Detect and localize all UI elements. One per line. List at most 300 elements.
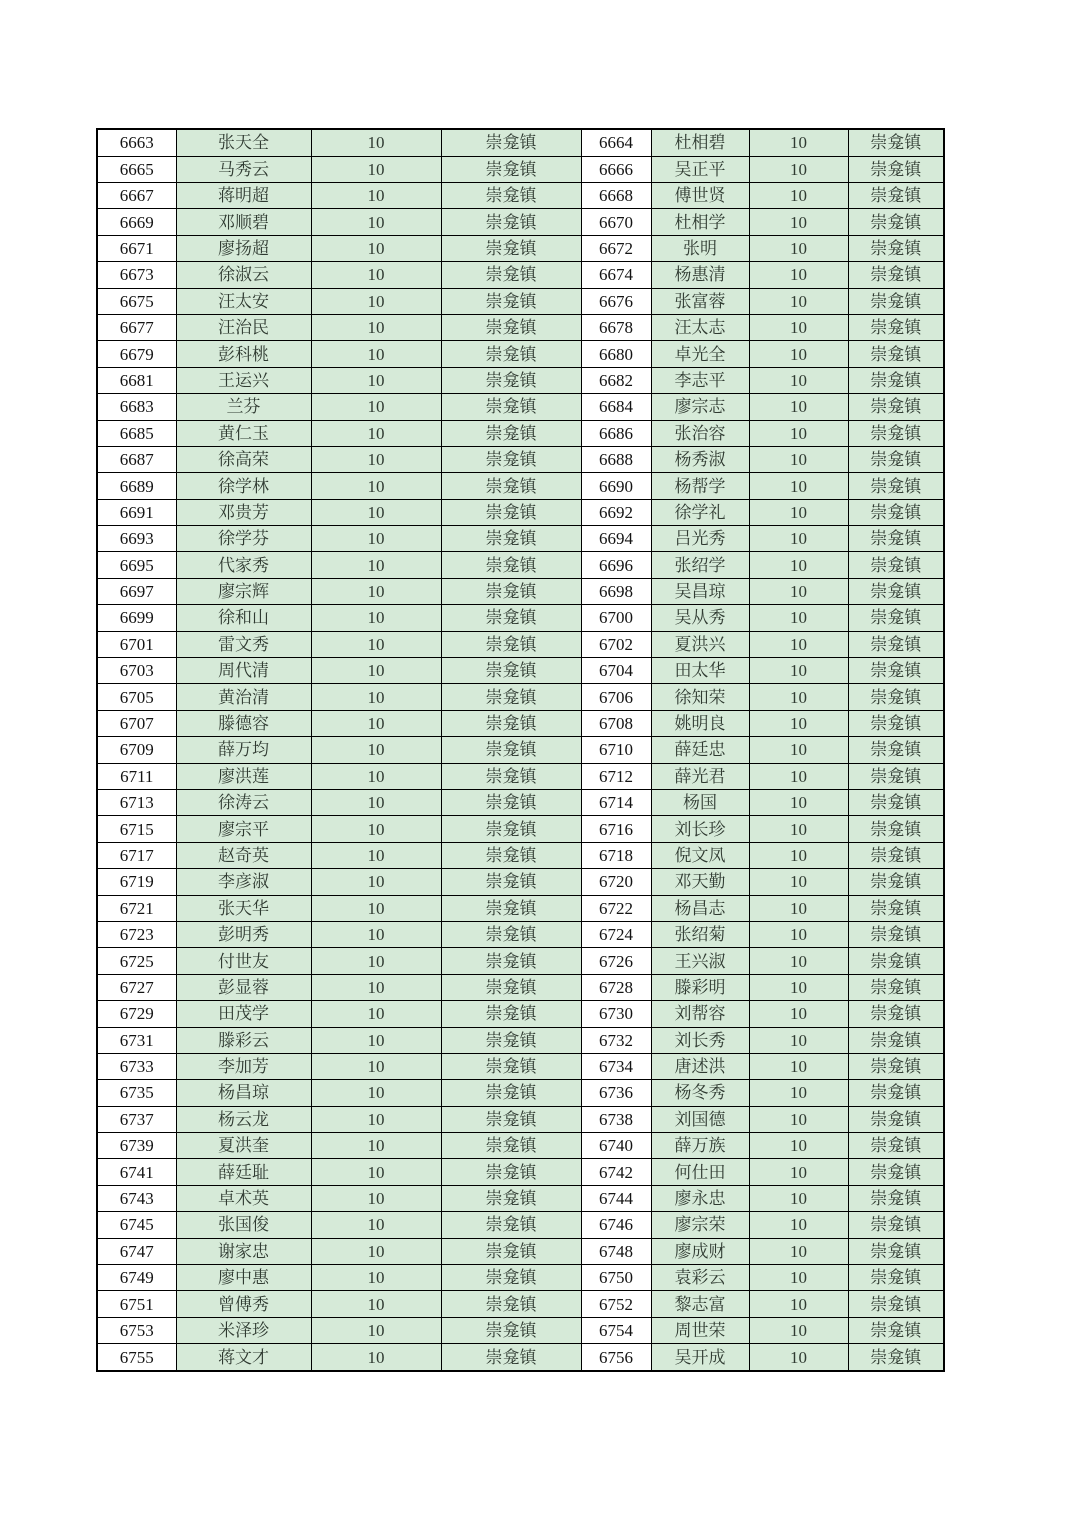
name-cell: 蒋明超 [176,183,311,209]
town-cell: 崇龛镇 [441,816,581,842]
town-cell: 崇龛镇 [848,1133,944,1159]
amount-cell: 10 [311,605,441,631]
table-row [97,684,944,710]
amount-cell: 10 [749,129,848,156]
table-row [97,314,944,340]
name-cell: 吴正平 [651,156,749,182]
table-row [97,499,944,525]
name-cell: 马秀云 [176,156,311,182]
town-cell: 崇龛镇 [848,394,944,420]
table-row [97,1185,944,1211]
serial-cell: 6741 [97,1159,176,1185]
serial-cell: 6666 [581,156,651,182]
table-row [97,235,944,261]
amount-cell: 10 [749,1317,848,1343]
amount-cell: 10 [749,1159,848,1185]
amount-cell: 10 [749,552,848,578]
serial-cell: 6687 [97,446,176,472]
name-cell: 杜相碧 [651,129,749,156]
name-cell: 王兴淑 [651,948,749,974]
amount-cell: 10 [749,1291,848,1317]
name-cell: 杨昌琼 [176,1080,311,1106]
amount-cell: 10 [749,341,848,367]
amount-cell: 10 [311,262,441,288]
town-cell: 崇龛镇 [441,262,581,288]
serial-cell: 6748 [581,1238,651,1264]
serial-cell: 6746 [581,1212,651,1238]
serial-cell: 6697 [97,578,176,604]
name-cell: 汪太安 [176,288,311,314]
table-row [97,552,944,578]
town-cell: 崇龛镇 [848,1238,944,1264]
amount-cell: 10 [749,288,848,314]
town-cell: 崇龛镇 [848,1344,944,1371]
name-cell: 卓术英 [176,1185,311,1211]
town-cell: 崇龛镇 [848,1027,944,1053]
amount-cell: 10 [311,790,441,816]
town-cell: 崇龛镇 [441,129,581,156]
table-row [97,394,944,420]
serial-cell: 6727 [97,974,176,1000]
amount-cell: 10 [311,921,441,947]
name-cell: 刘长珍 [651,816,749,842]
serial-cell: 6681 [97,367,176,393]
roster-sheet [96,128,943,1372]
town-cell: 崇龛镇 [441,367,581,393]
town-cell: 崇龛镇 [441,684,581,710]
town-cell: 崇龛镇 [848,816,944,842]
serial-cell: 6664 [581,129,651,156]
town-cell: 崇龛镇 [441,974,581,1000]
amount-cell: 10 [311,1185,441,1211]
town-cell: 崇龛镇 [848,948,944,974]
amount-cell: 10 [311,156,441,182]
name-cell: 廖洪莲 [176,763,311,789]
name-cell: 蒋文才 [176,1344,311,1371]
name-cell: 李志平 [651,367,749,393]
town-cell: 崇龛镇 [441,235,581,261]
table-row [97,341,944,367]
serial-cell: 6720 [581,869,651,895]
table-row [97,816,944,842]
table-row [97,658,944,684]
town-cell: 崇龛镇 [441,446,581,472]
table-row [97,1238,944,1264]
serial-cell: 6747 [97,1238,176,1264]
table-row [97,367,944,393]
town-cell: 崇龛镇 [848,763,944,789]
town-cell: 崇龛镇 [848,605,944,631]
name-cell: 徐学芬 [176,526,311,552]
table-row [97,526,944,552]
serial-cell: 6732 [581,1027,651,1053]
name-cell: 邓天勤 [651,869,749,895]
town-cell: 崇龛镇 [848,262,944,288]
serial-cell: 6672 [581,235,651,261]
name-cell: 刘帮容 [651,1001,749,1027]
name-cell: 周世荣 [651,1317,749,1343]
name-cell: 杨云龙 [176,1106,311,1132]
amount-cell: 10 [749,235,848,261]
table-row [97,262,944,288]
serial-cell: 6685 [97,420,176,446]
amount-cell: 10 [311,631,441,657]
amount-cell: 10 [311,684,441,710]
serial-cell: 6743 [97,1185,176,1211]
amount-cell: 10 [749,1212,848,1238]
name-cell: 徐学林 [176,473,311,499]
table-row [97,710,944,736]
town-cell: 崇龛镇 [441,948,581,974]
amount-cell: 10 [749,420,848,446]
town-cell: 崇龛镇 [848,1080,944,1106]
serial-cell: 6744 [581,1185,651,1211]
serial-cell: 6673 [97,262,176,288]
amount-cell: 10 [311,710,441,736]
amount-cell: 10 [749,156,848,182]
table-row [97,605,944,631]
amount-cell: 10 [749,1106,848,1132]
name-cell: 王运兴 [176,367,311,393]
serial-cell: 6722 [581,895,651,921]
serial-cell: 6719 [97,869,176,895]
amount-cell: 10 [749,526,848,552]
serial-cell: 6740 [581,1133,651,1159]
serial-cell: 6679 [97,341,176,367]
amount-cell: 10 [311,209,441,235]
amount-cell: 10 [749,895,848,921]
table-row [97,948,944,974]
name-cell: 唐述洪 [651,1053,749,1079]
town-cell: 崇龛镇 [441,1133,581,1159]
name-cell: 何仕田 [651,1159,749,1185]
amount-cell: 10 [311,552,441,578]
town-cell: 崇龛镇 [848,288,944,314]
name-cell: 周代清 [176,658,311,684]
town-cell: 崇龛镇 [441,1291,581,1317]
serial-cell: 6698 [581,578,651,604]
amount-cell: 10 [749,763,848,789]
amount-cell: 10 [749,948,848,974]
serial-cell: 6756 [581,1344,651,1371]
serial-cell: 6753 [97,1317,176,1343]
amount-cell: 10 [749,209,848,235]
name-cell: 廖扬超 [176,235,311,261]
table-row [97,578,944,604]
serial-cell: 6699 [97,605,176,631]
name-cell: 张天华 [176,895,311,921]
town-cell: 崇龛镇 [848,1001,944,1027]
serial-cell: 6737 [97,1106,176,1132]
town-cell: 崇龛镇 [441,183,581,209]
town-cell: 崇龛镇 [441,1106,581,1132]
amount-cell: 10 [311,1159,441,1185]
name-cell: 刘长秀 [651,1027,749,1053]
town-cell: 崇龛镇 [848,578,944,604]
table-row [97,763,944,789]
amount-cell: 10 [749,631,848,657]
name-cell: 代家秀 [176,552,311,578]
town-cell: 崇龛镇 [441,1185,581,1211]
town-cell: 崇龛镇 [848,895,944,921]
table-row [97,1291,944,1317]
amount-cell: 10 [311,314,441,340]
amount-cell: 10 [749,1185,848,1211]
name-cell: 姚明良 [651,710,749,736]
name-cell: 袁彩云 [651,1265,749,1291]
name-cell: 廖中惠 [176,1265,311,1291]
town-cell: 崇龛镇 [848,420,944,446]
serial-cell: 6663 [97,129,176,156]
name-cell: 田茂学 [176,1001,311,1027]
town-cell: 崇龛镇 [848,869,944,895]
name-cell: 曾傅秀 [176,1291,311,1317]
name-cell: 彭明秀 [176,921,311,947]
amount-cell: 10 [311,341,441,367]
name-cell: 张治容 [651,420,749,446]
amount-cell: 10 [311,129,441,156]
serial-cell: 6725 [97,948,176,974]
serial-cell: 6691 [97,499,176,525]
amount-cell: 10 [311,1317,441,1343]
table-row [97,869,944,895]
serial-cell: 6692 [581,499,651,525]
town-cell: 崇龛镇 [848,710,944,736]
serial-cell: 6708 [581,710,651,736]
serial-cell: 6671 [97,235,176,261]
name-cell: 廖永忠 [651,1185,749,1211]
serial-cell: 6729 [97,1001,176,1027]
amount-cell: 10 [311,1080,441,1106]
amount-cell: 10 [749,578,848,604]
table-row [97,842,944,868]
name-cell: 汪太志 [651,314,749,340]
table-row [97,446,944,472]
serial-cell: 6682 [581,367,651,393]
name-cell: 徐和山 [176,605,311,631]
town-cell: 崇龛镇 [441,209,581,235]
serial-cell: 6713 [97,790,176,816]
town-cell: 崇龛镇 [441,1027,581,1053]
table-row [97,129,944,156]
serial-cell: 6689 [97,473,176,499]
amount-cell: 10 [749,1265,848,1291]
amount-cell: 10 [749,1080,848,1106]
town-cell: 崇龛镇 [441,420,581,446]
amount-cell: 10 [311,1344,441,1371]
name-cell: 赵奇英 [176,842,311,868]
serial-cell: 6751 [97,1291,176,1317]
amount-cell: 10 [749,183,848,209]
name-cell: 薛万族 [651,1133,749,1159]
name-cell: 张绍学 [651,552,749,578]
amount-cell: 10 [311,235,441,261]
name-cell: 兰芬 [176,394,311,420]
town-cell: 崇龛镇 [441,790,581,816]
amount-cell: 10 [311,1001,441,1027]
serial-cell: 6750 [581,1265,651,1291]
serial-cell: 6684 [581,394,651,420]
serial-cell: 6728 [581,974,651,1000]
name-cell: 杨秀淑 [651,446,749,472]
town-cell: 崇龛镇 [441,1053,581,1079]
table-row [97,209,944,235]
town-cell: 崇龛镇 [848,367,944,393]
town-cell: 崇龛镇 [848,341,944,367]
serial-cell: 6701 [97,631,176,657]
name-cell: 张明 [651,235,749,261]
name-cell: 夏洪奎 [176,1133,311,1159]
town-cell: 崇龛镇 [848,209,944,235]
table-row [97,921,944,947]
town-cell: 崇龛镇 [848,842,944,868]
amount-cell: 10 [749,1053,848,1079]
name-cell: 米泽珍 [176,1317,311,1343]
serial-cell: 6693 [97,526,176,552]
name-cell: 薛万均 [176,737,311,763]
amount-cell: 10 [311,499,441,525]
amount-cell: 10 [311,526,441,552]
serial-cell: 6700 [581,605,651,631]
name-cell: 彭科桃 [176,341,311,367]
amount-cell: 10 [749,658,848,684]
serial-cell: 6734 [581,1053,651,1079]
serial-cell: 6715 [97,816,176,842]
amount-cell: 10 [311,895,441,921]
serial-cell: 6723 [97,921,176,947]
name-cell: 杨昌志 [651,895,749,921]
name-cell: 张富蓉 [651,288,749,314]
serial-cell: 6718 [581,842,651,868]
serial-cell: 6717 [97,842,176,868]
table-row [97,1053,944,1079]
name-cell: 汪治民 [176,314,311,340]
amount-cell: 10 [311,737,441,763]
amount-cell: 10 [311,578,441,604]
town-cell: 崇龛镇 [441,1265,581,1291]
amount-cell: 10 [311,658,441,684]
town-cell: 崇龛镇 [848,235,944,261]
name-cell: 谢家忠 [176,1238,311,1264]
serial-cell: 6677 [97,314,176,340]
serial-cell: 6755 [97,1344,176,1371]
amount-cell: 10 [749,816,848,842]
name-cell: 张天全 [176,129,311,156]
name-cell: 徐淑云 [176,262,311,288]
town-cell: 崇龛镇 [441,842,581,868]
amount-cell: 10 [311,1212,441,1238]
town-cell: 崇龛镇 [848,526,944,552]
town-cell: 崇龛镇 [441,578,581,604]
town-cell: 崇龛镇 [441,631,581,657]
town-cell: 崇龛镇 [848,737,944,763]
name-cell: 薛光君 [651,763,749,789]
amount-cell: 10 [749,790,848,816]
table-row [97,156,944,182]
town-cell: 崇龛镇 [848,1185,944,1211]
town-cell: 崇龛镇 [441,1344,581,1371]
amount-cell: 10 [749,737,848,763]
name-cell: 彭显蓉 [176,974,311,1000]
name-cell: 张绍菊 [651,921,749,947]
town-cell: 崇龛镇 [848,156,944,182]
town-cell: 崇龛镇 [441,314,581,340]
serial-cell: 6669 [97,209,176,235]
name-cell: 付世友 [176,948,311,974]
amount-cell: 10 [311,1238,441,1264]
serial-cell: 6668 [581,183,651,209]
serial-cell: 6731 [97,1027,176,1053]
amount-cell: 10 [749,869,848,895]
town-cell: 崇龛镇 [848,473,944,499]
serial-cell: 6749 [97,1265,176,1291]
name-cell: 黎志富 [651,1291,749,1317]
amount-cell: 10 [749,1238,848,1264]
table-row [97,737,944,763]
name-cell: 张国俊 [176,1212,311,1238]
town-cell: 崇龛镇 [441,605,581,631]
table-row [97,1133,944,1159]
name-cell: 吴开成 [651,1344,749,1371]
amount-cell: 10 [311,394,441,420]
serial-cell: 6736 [581,1080,651,1106]
serial-cell: 6711 [97,763,176,789]
town-cell: 崇龛镇 [441,552,581,578]
serial-cell: 6742 [581,1159,651,1185]
town-cell: 崇龛镇 [441,658,581,684]
amount-cell: 10 [749,1027,848,1053]
amount-cell: 10 [749,710,848,736]
amount-cell: 10 [311,948,441,974]
amount-cell: 10 [749,314,848,340]
serial-cell: 6688 [581,446,651,472]
name-cell: 廖宗辉 [176,578,311,604]
town-cell: 崇龛镇 [848,446,944,472]
town-cell: 崇龛镇 [848,1106,944,1132]
town-cell: 崇龛镇 [848,1317,944,1343]
name-cell: 薛廷耻 [176,1159,311,1185]
name-cell: 杨帮学 [651,473,749,499]
serial-cell: 6683 [97,394,176,420]
name-cell: 邓顺碧 [176,209,311,235]
amount-cell: 10 [311,1053,441,1079]
amount-cell: 10 [749,1001,848,1027]
name-cell: 徐知荣 [651,684,749,710]
amount-cell: 10 [749,367,848,393]
name-cell: 李加芳 [176,1053,311,1079]
table-row [97,473,944,499]
table-row [97,1106,944,1132]
town-cell: 崇龛镇 [441,288,581,314]
serial-cell: 6678 [581,314,651,340]
name-cell: 滕彩云 [176,1027,311,1053]
amount-cell: 10 [311,473,441,499]
amount-cell: 10 [749,1344,848,1371]
serial-cell: 6690 [581,473,651,499]
name-cell: 黄治清 [176,684,311,710]
table-row [97,1317,944,1343]
amount-cell: 10 [749,262,848,288]
name-cell: 廖成财 [651,1238,749,1264]
serial-cell: 6739 [97,1133,176,1159]
name-cell: 李彦淑 [176,869,311,895]
town-cell: 崇龛镇 [441,394,581,420]
name-cell: 徐涛云 [176,790,311,816]
town-cell: 崇龛镇 [848,631,944,657]
amount-cell: 10 [311,1133,441,1159]
table-body [97,129,944,1371]
serial-cell: 6754 [581,1317,651,1343]
